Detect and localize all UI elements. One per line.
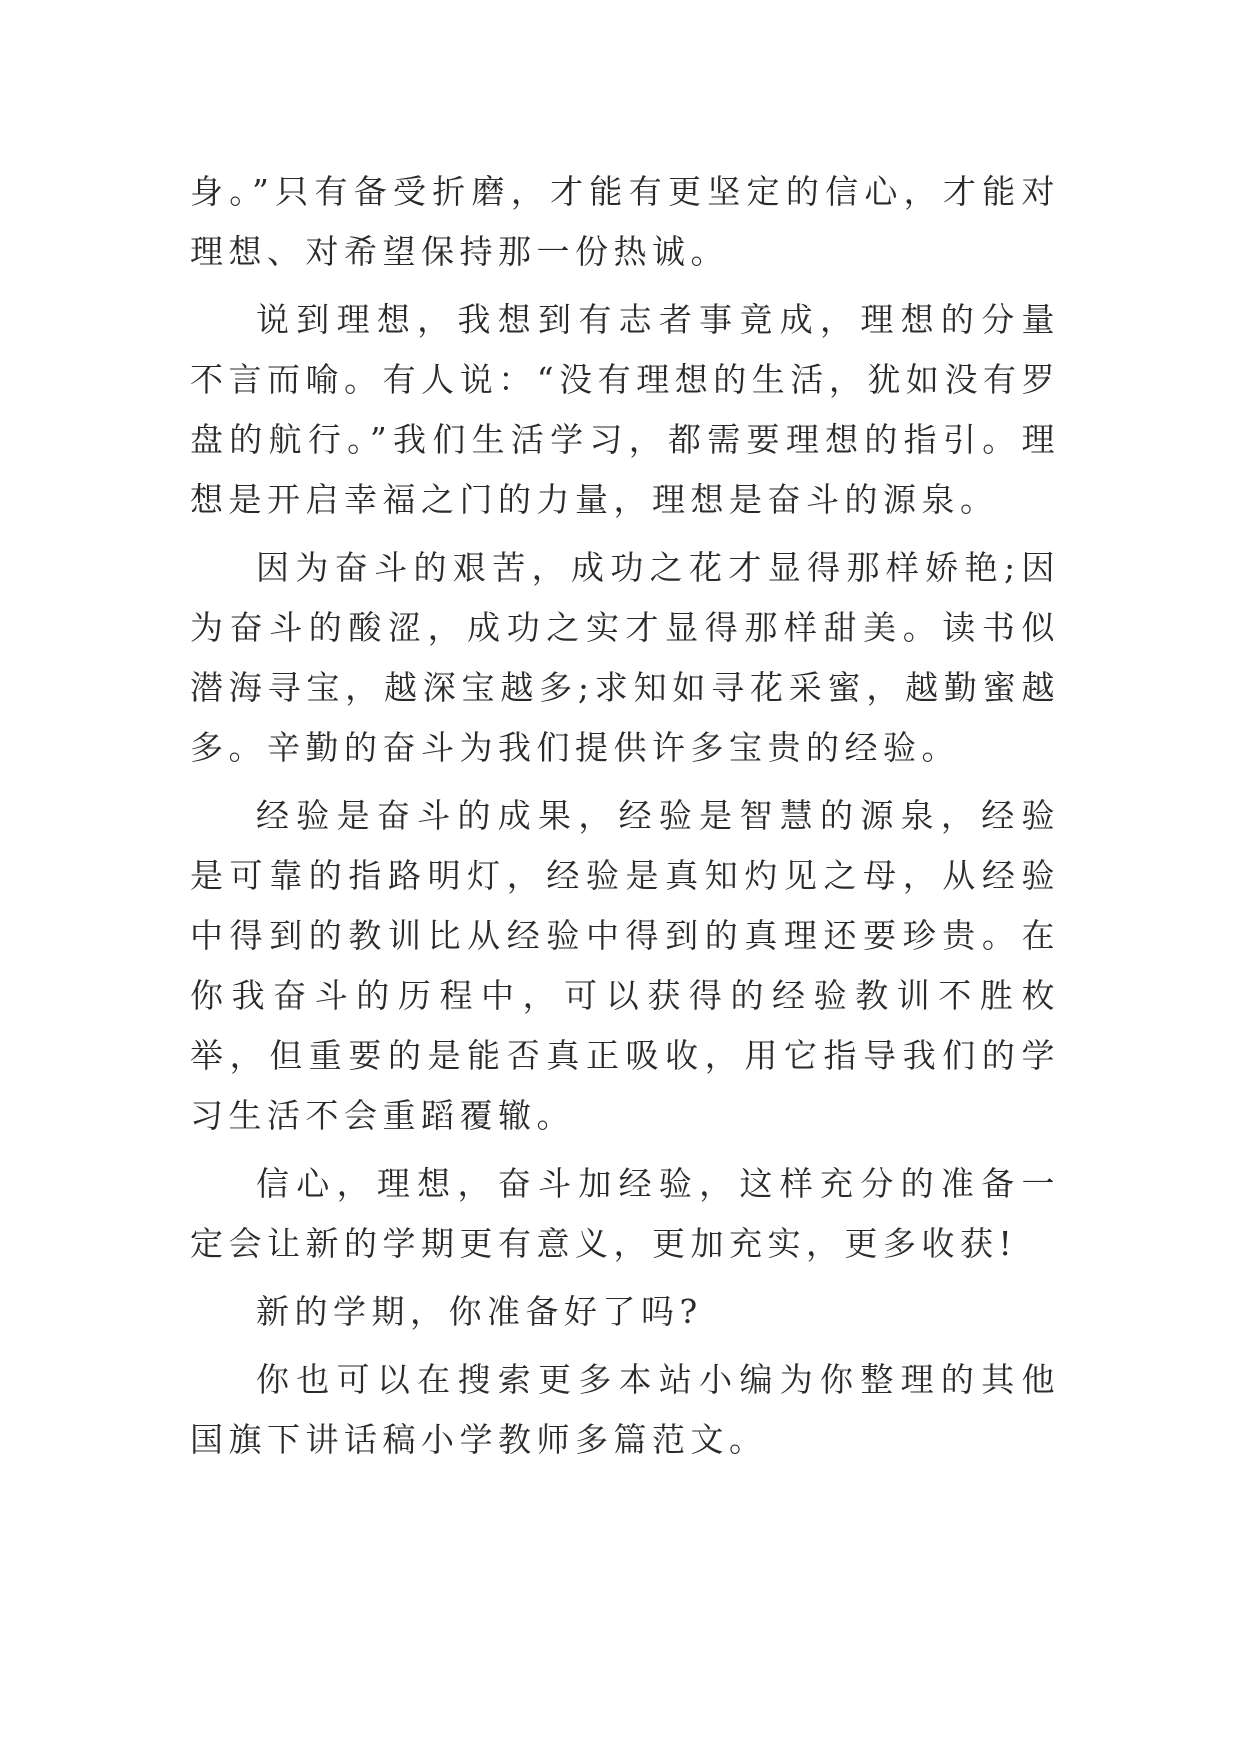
paragraph-closing-note: 你也可以在搜索更多本站小编为你整理的其他国旗下讲话稿小学教师多篇范文。 (190, 1360, 1060, 1459)
paragraph-question: 新的学期，你准备好了吗? (256, 1292, 703, 1331)
paragraph-struggle: 因为奋斗的艰苦，成功之花才显得那样娇艳;因为奋斗的酸涩，成功之实才显得那样甜美。读书似潜海寻宝，越深宝越多;求知如寻花采蜜，越勤蜜越多。辛勤的奋斗为我们提供许多宝贵的经验。 (190, 548, 1060, 767)
document-body (190, 162, 1060, 1478)
paragraph-preparation: 信心，理想，奋斗加经验，这样充分的准备一定会让新的学期更有意义，更加充实，更多收获! (190, 1164, 1060, 1263)
paragraph-experience: 经验是奋斗的成果，经验是智慧的源泉，经验是可靠的指路明灯，经验是真知灼见之母，从经验中得到的教训比从经验中得到的真理还要珍贵。在你我奋斗的历程中，可以获得的经验教训不胜枚举，但重要的是能否真正吸收，用它指导我们的学习生活不会重蹈覆辙。 (190, 796, 1060, 1135)
paragraph-continuation: 身。”只有备受折磨，才能有更坚定的信心，才能对理想、对希望保持那一份热诚。 (190, 172, 1060, 271)
paragraph-ideal: 说到理想，我想到有志者事竟成，理想的分量不言而喻。有人说：“没有理想的生活，犹如没有罗盘的航行。”我们生活学习，都需要理想的指引。理想是开启幸福之门的力量，理想是奋斗的源泉。 (190, 300, 1060, 519)
